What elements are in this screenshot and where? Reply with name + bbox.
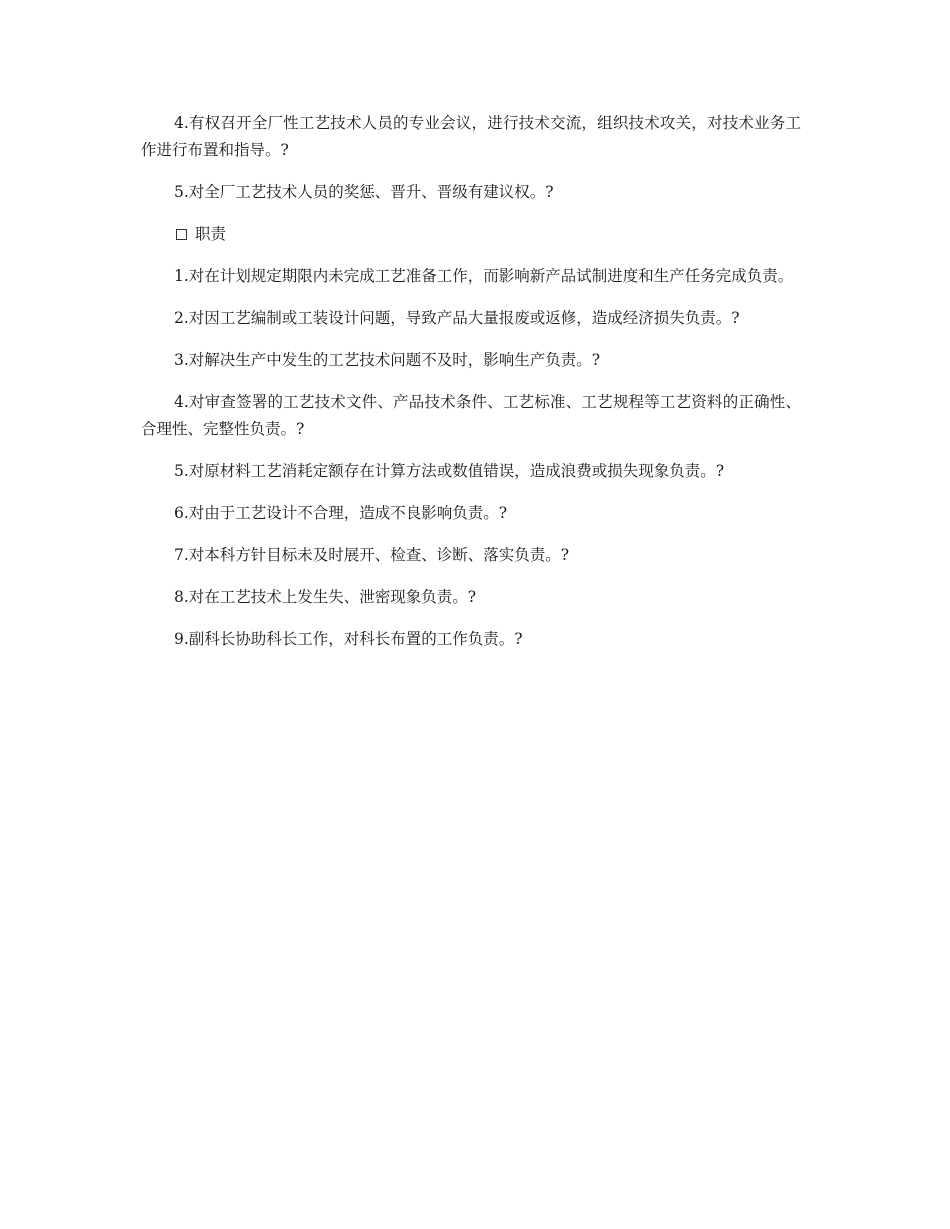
paragraph-right-4: 4.有权召开全厂性工艺技术人员的专业会议，进行技术交流，组织技术攻关，对技术业务工作进行布置和指导。?: [141, 114, 801, 159]
paragraph-duty-8: 8.对在工艺技术上发生失、泄密现象负责。?: [174, 588, 477, 606]
paragraph-duty-3: 3.对解决生产中发生的工艺技术问题不及时，影响生产负责。?: [174, 351, 601, 369]
paragraph-duty-9: 9.副科长协助科长工作，对科长布置的工作负责。?: [174, 630, 523, 648]
paragraph-duty-2: 2.对因工艺编制或工装设计问题，导致产品大量报废或返修，造成经济损失负责。?: [174, 309, 740, 327]
paragraph-duty-6: 6.对由于工艺设计不合理，造成不良影响负责。?: [174, 504, 508, 522]
section-heading-label: 职责: [195, 225, 227, 243]
paragraph-duty-5: 5.对原材料工艺消耗定额存在计算方法或数值错误，造成浪费或损失现象负责。?: [174, 462, 725, 480]
checkbox-icon: [176, 229, 187, 240]
paragraph-duty-4: 4.对审查签署的工艺技术文件、产品技术条件、工艺标准、工艺规程等工艺资料的正确性、合理性、完整性负责。?: [141, 393, 801, 438]
paragraph-duty-1: 1.对在计划规定期限内未完成工艺准备工作，而影响新产品试制进度和生产任务完成负责。: [174, 267, 794, 285]
paragraph-right-5: 5.对全厂工艺技术人员的奖惩、晋升、晋级有建议权。?: [174, 183, 554, 201]
section-heading-duties: [141, 221, 801, 248]
paragraph-duty-7: 7.对本科方针目标未及时展开、检查、诊断、落实负责。?: [174, 546, 570, 564]
document-page: [141, 110, 801, 668]
